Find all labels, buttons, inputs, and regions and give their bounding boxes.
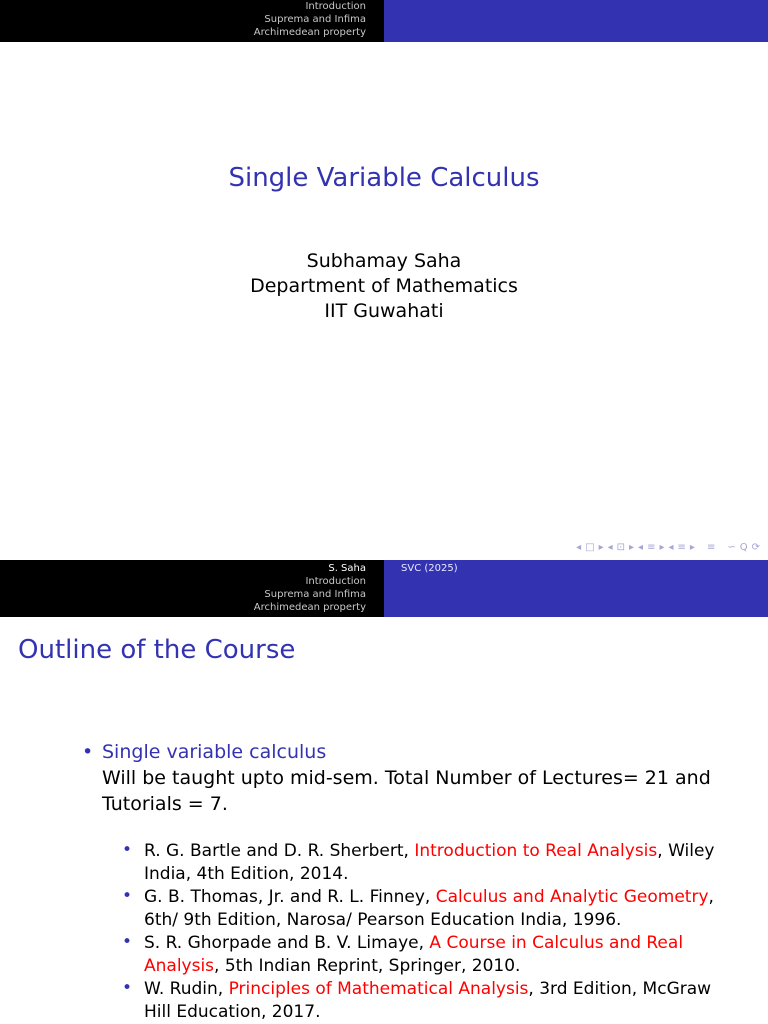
item-title: Single variable calculus [102, 741, 327, 763]
reference-item [144, 932, 724, 978]
reference-book-title: A Course in Calculus and Real Analysis [144, 933, 684, 976]
nav-subsection-icon[interactable]: ⊡ [616, 541, 626, 553]
header-section-suprema[interactable]: Suprema and Infima [264, 589, 366, 600]
author-name: Subhamay Saha [306, 250, 462, 272]
reference-book-title: Introduction to Real Analysis [414, 841, 658, 861]
nav-prev-subsection-icon[interactable]: ◂ [607, 541, 613, 553]
header-bar [0, 560, 768, 617]
nav-search-icon[interactable]: Q [739, 541, 748, 553]
nav-next-section-icon[interactable]: ▸ [659, 541, 665, 553]
reference-details: , Wiley India, 4th Edition, 2014. [144, 841, 715, 884]
header-right-pane [384, 0, 768, 42]
header-section-archimedean[interactable]: Archimedean property [253, 27, 366, 38]
reference-details: , 5th Indian Reprint, Springer, 2010. [214, 956, 521, 976]
author-institute: IIT Guwahati [324, 300, 444, 322]
nav-next-frame-icon[interactable]: ▸ [598, 541, 604, 553]
bullet-icon: • [82, 741, 94, 763]
item-description-line1: Will be taught upto mid-sem. Total Number of Lectures= 21 and [102, 767, 711, 789]
bullet-icon: • [122, 840, 133, 860]
header-author-short: S. Saha [328, 563, 366, 574]
nav-next-subsection-icon[interactable]: ▸ [629, 541, 635, 553]
reference-details: , 6th/ 9th Edition, Narosa/ Pearson Education India, 1996. [144, 887, 714, 930]
bullet-icon: • [122, 932, 133, 952]
nav-frame-icon[interactable]: □ [585, 541, 595, 553]
bullet-icon: • [122, 978, 133, 998]
header-section-introduction[interactable]: Introduction [305, 1, 366, 12]
reference-item [144, 840, 724, 886]
bullet-icon: • [122, 886, 133, 906]
slide-title: Single Variable Calculus [228, 163, 540, 193]
reference-details: , 3rd Edition, McGraw Hill Education, 2017. [144, 979, 712, 1022]
nav-prev-frame-icon[interactable]: ◂ [576, 541, 582, 553]
nav-prev-section-icon[interactable]: ◂ [638, 541, 644, 553]
item-description-line2: Tutorials = 7. [102, 793, 228, 815]
reference-authors: G. B. Thomas, Jr. and R. L. Finney, [144, 887, 436, 907]
nav-back-icon[interactable]: ∽ [727, 541, 736, 553]
reference-book-title: Calculus and Analytic Geometry [435, 887, 709, 907]
frame-title: Outline of the Course [18, 635, 296, 665]
nav-document-icon[interactable]: ≡ [677, 541, 686, 553]
reference-item [144, 978, 724, 1024]
header-section-archimedean[interactable]: Archimedean property [253, 602, 366, 613]
nav-next-document-icon[interactable]: ▸ [689, 541, 695, 553]
reference-authors: R. G. Bartle and D. R. Sherbert, [144, 841, 415, 861]
reference-book-title: Principles of Mathematical Analysis [228, 979, 529, 999]
reference-item [144, 886, 724, 932]
reference-authors: S. R. Ghorpade and B. V. Limaye, [144, 933, 430, 953]
author-department: Department of Mathematics [250, 275, 518, 297]
nav-refresh-icon[interactable]: ⟳ [751, 541, 760, 553]
header-section-introduction[interactable]: Introduction [305, 576, 366, 587]
header-bar-top [0, 0, 768, 42]
header-short-title: SVC (2025) [401, 563, 458, 574]
beamer-navigation-bar [480, 540, 760, 554]
header-section-suprema[interactable]: Suprema and Infima [264, 14, 366, 25]
nav-outline-icon[interactable]: ≡ [706, 541, 716, 553]
reference-authors: W. Rudin, [144, 979, 229, 999]
nav-prev-document-icon[interactable]: ◂ [668, 541, 674, 553]
nav-section-icon[interactable]: ≡ [647, 541, 656, 553]
